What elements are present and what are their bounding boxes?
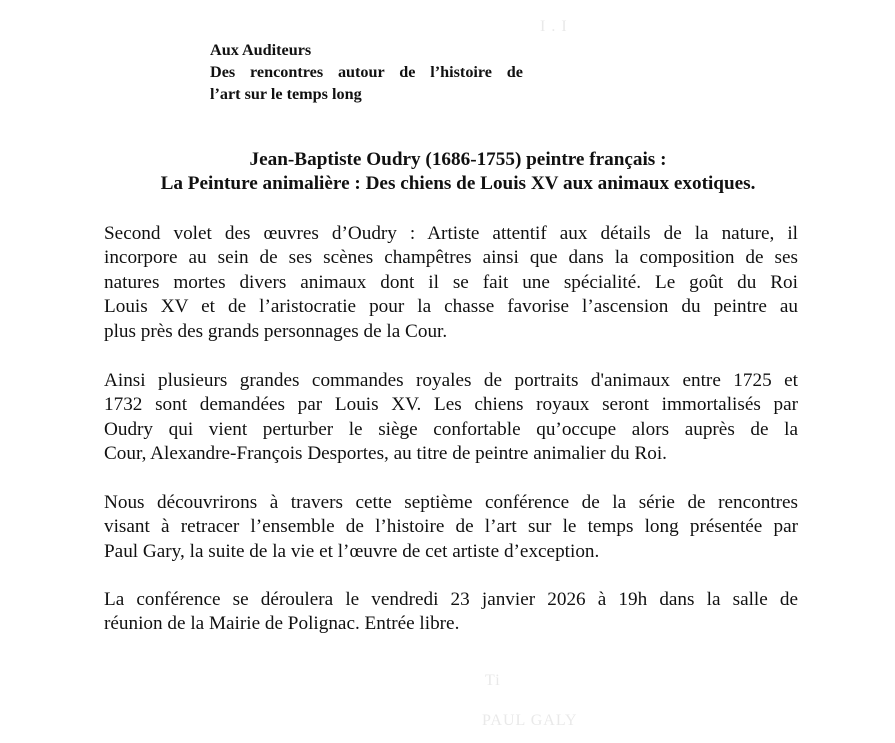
paragraph-line: Nous découvrirons à travers cette septième conférence de la série de rencontres <box>104 492 798 513</box>
bleed-through-text-middle: Ti <box>485 672 501 689</box>
paragraph-royal-commissions <box>104 369 798 467</box>
paragraph-line: visant à retracer l’ensemble de l’histoire de l’art sur le temps long présentée par <box>104 516 798 538</box>
paragraph-line: Second volet des œuvres d’Oudry : Artiste attentif aux détails de la nature, il <box>104 223 798 244</box>
paragraph-line: Oudry qui vient perturber le siège confortable qu’occupe alors auprès de la <box>104 418 798 440</box>
paragraph-line: Louis XV et de l’aristocratie pour la chasse favorise l’ascension du peintre au <box>104 296 798 318</box>
paragraph-intro <box>104 222 798 344</box>
paragraph-line: natures mortes divers animaux dont il se fait une spécialité. Le goût du Roi <box>104 271 798 293</box>
header-line-recipient: Aux Auditeurs <box>210 41 312 59</box>
paragraph-conference-series <box>104 491 798 564</box>
document-title <box>80 148 836 196</box>
title-line-subject: La Peinture animalière : Des chiens de Louis XV aux animaux exotiques. <box>160 173 756 194</box>
paragraph-event-details <box>104 588 798 637</box>
paragraph-line: Ainsi plusieurs grandes commandes royales de portraits d'animaux entre 1725 et <box>104 370 798 391</box>
bleed-through-text-bottom: PAUL GALY <box>482 712 578 729</box>
paragraph-line: La conférence se déroulera le vendredi 23 janvier 2026 à 19h dans la salle de <box>104 589 798 610</box>
address-header <box>210 39 530 105</box>
paragraph-line: plus près des grands personnages de la Cour. <box>104 320 448 342</box>
header-line-series-end: l’art sur le temps long <box>210 85 362 103</box>
paragraph-line: Cour, Alexandre-François Desportes, au titre de peintre animalier du Roi. <box>104 443 667 465</box>
paragraph-line: réunion de la Mairie de Polignac. Entrée libre. <box>104 613 460 635</box>
bleed-through-text-top: I . I <box>540 18 568 35</box>
paragraph-line: 1732 sont demandées par Louis XV. Les chiens royaux seront immortalisés par <box>104 394 798 416</box>
title-line-artist: Jean-Baptiste Oudry (1686-1755) peintre français : <box>249 149 667 170</box>
header-line-series: Des rencontres autour de l’histoire de <box>210 63 523 81</box>
paragraph-line: incorpore au sein de ses scènes champêtres ainsi que dans la composition de ses <box>104 247 798 269</box>
paragraph-line: Paul Gary, la suite de la vie et l’œuvre de cet artiste d’exception. <box>104 540 600 562</box>
